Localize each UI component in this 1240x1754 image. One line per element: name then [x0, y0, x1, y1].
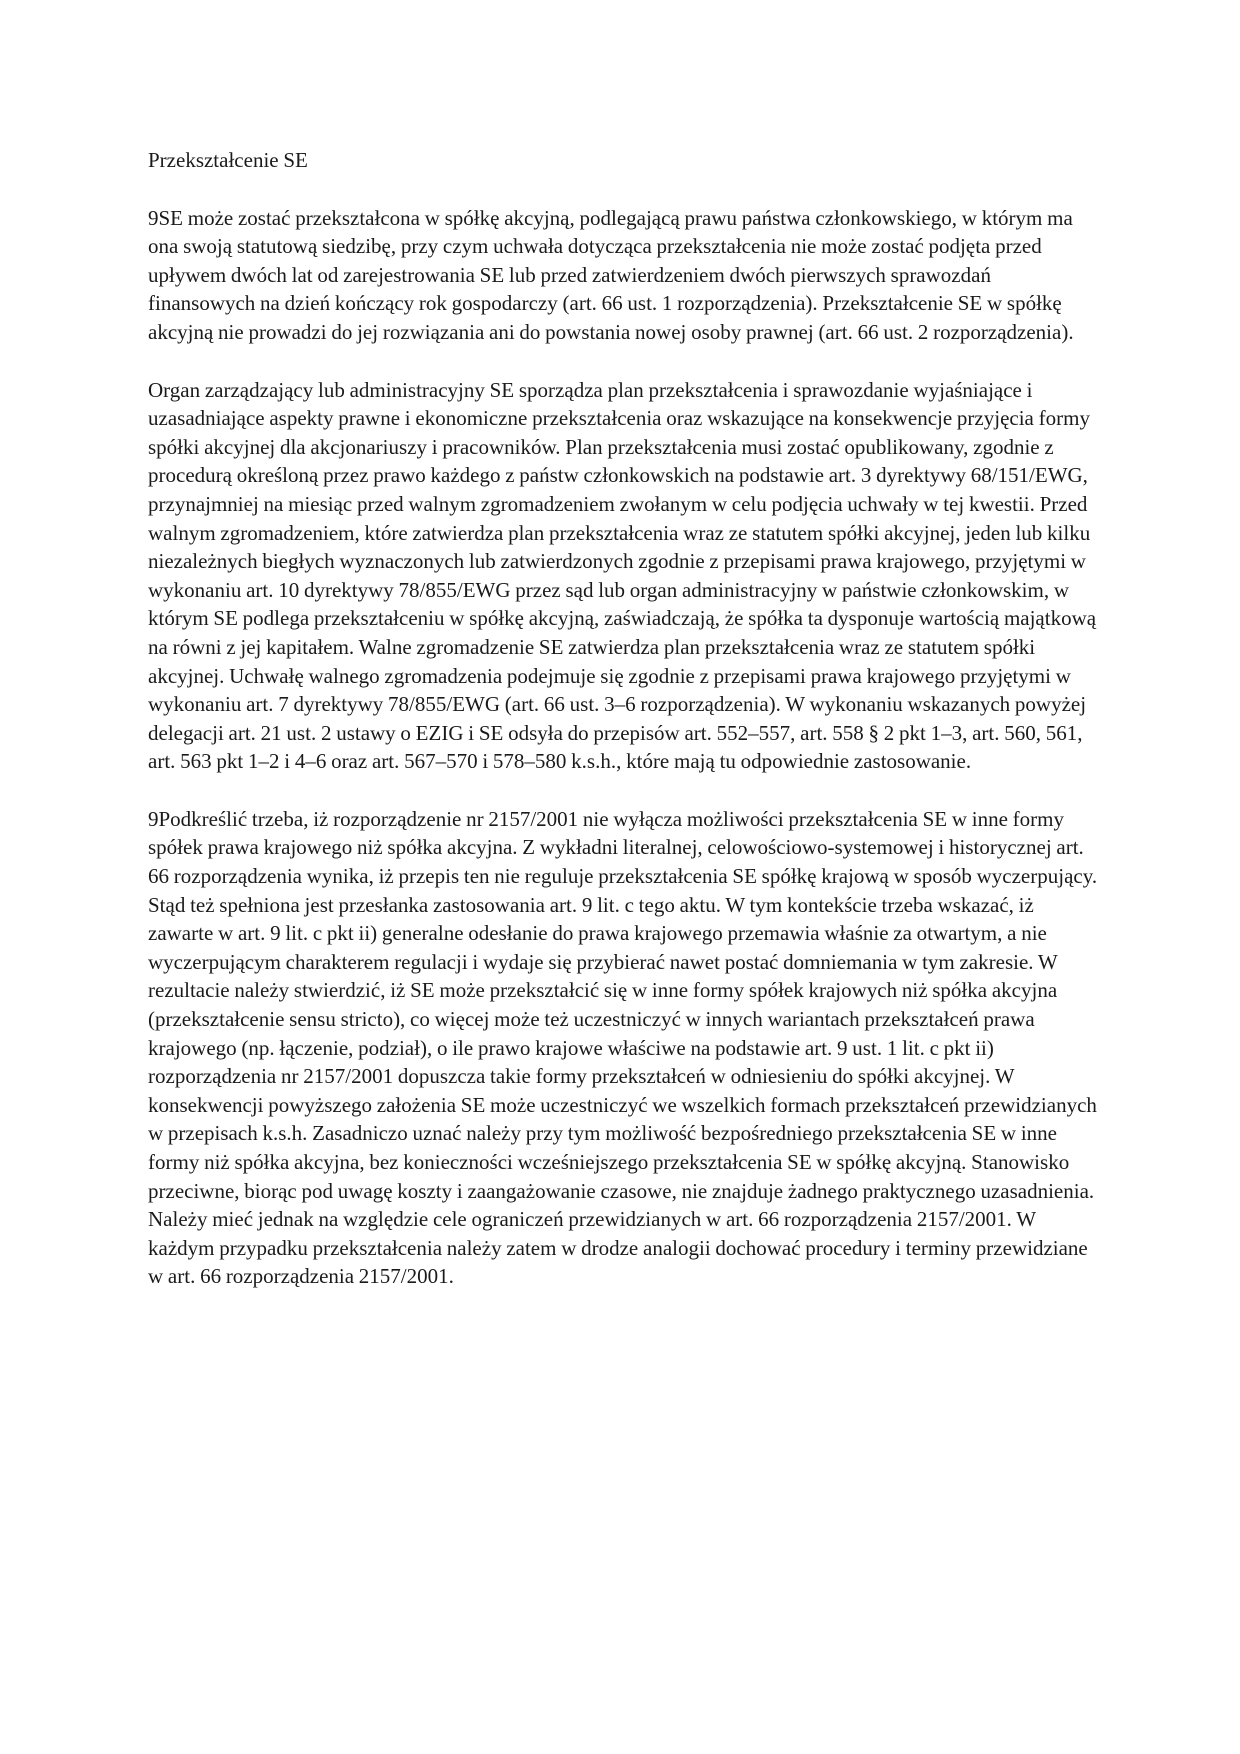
paragraph-1: 9SE może zostać przekształcona w spółkę akcyjną, podlegającą prawu państwa członkowskiego, w którym ma ona swoją statutową siedzibę, przy czym uchwała dotycząca przekształcenia nie może zostać podjęta przed upływem dwóch lat od zarejestrowania SE lub przed zatwierdzeniem dwóch pierwszych sprawozdań finansowych na dzień kończący rok gospodarczy (art. 66 ust. 1 rozporządzenia). Przekształcenie SE w spółkę akcyjną nie prowadzi do jej rozwiązania ani do powstania nowej osoby prawnej (art. 66 ust. 2 rozporządzenia). [148, 205, 1074, 344]
document-title: Przekształcenie SE [148, 148, 308, 172]
document-page [148, 146, 1098, 1291]
paragraph-3: 9Podkreślić trzeba, iż rozporządzenie nr 2157/2001 nie wyłącza możliwości przekształcenia SE w inne formy spółek prawa krajowego niż spółka akcyjna. Z wykładni literalnej, celowościowo-systemowej i historycznej art. 66 rozporządzenia wynika, iż przepis ten nie reguluje przekształcenia SE spółkę krajową w sposób wyczerpujący. Stąd też spełniona jest przesłanka zastosowania art. 9 lit. c tego aktu. W tym kontekście trzeba wskazać, iż zawarte w art. 9 lit. c pkt ii) generalne odesłanie do prawa krajowego przemawia właśnie za otwartym, a nie wyczerpującym charakterem regulacji i wydaje się przybierać nawet postać domniemania w tym zakresie. W rezultacie należy stwierdzić, iż SE może przekształcić się w inne formy spółek krajowych niż spółka akcyjna (przekształcenie sensu stricto), co więcej może też uczestniczyć w innych wariantach przekształceń prawa krajowego (np. łączenie, podział), o ile prawo krajowe właściwe na podstawie art. 9 ust. 1 lit. c pkt ii) rozporządzenia nr 2157/2001 dopuszcza takie formy przekształceń w odniesieniu do spółki akcyjnej. W konsekwencji powyższego założenia SE może uczestniczyć we wszelkich formach przekształceń przewidzianych w przepisach k.s.h. Zasadniczo uznać należy przy tym możliwość bezpośredniego przekształcenia SE w inne formy niż spółka akcyjna, bez konieczności wcześniejszego przekształcenia SE w spółkę akcyjną. Stanowisko przeciwne, biorąc pod uwagę koszty i zaangażowanie czasowe, nie znajduje żadnego praktycznego uzasadnienia. Należy mieć jednak na względzie cele ograniczeń przewidzianych w art. 66 rozporządzenia 2157/2001. W każdym przypadku przekształcenia należy zatem w drodze analogii dochować procedury i terminy przewidziane w art. 66 rozporządzenia 2157/2001. [148, 806, 1098, 1289]
paragraph-2: Organ zarządzający lub administracyjny SE sporządza plan przekształcenia i sprawozdanie wyjaśniające i uzasadniające aspekty prawne i ekonomiczne przekształcenia oraz wskazujące na konsekwencje przyjęcia formy spółki akcyjnej dla akcjonariuszy i pracowników. Plan przekształcenia musi zostać opublikowany, zgodnie z procedurą określoną przez prawo każdego z państw członkowskich na podstawie art. 3 dyrektywy 68/151/EWG, przynajmniej na miesiąc przed walnym zgromadzeniem zwołanym w celu podjęcia uchwały w tej kwestii. Przed walnym zgromadzeniem, które zatwierdza plan przekształcenia wraz ze statutem spółki akcyjnej, jeden lub kilku niezależnych biegłych wyznaczonych lub zatwierdzonych zgodnie z przepisami prawa krajowego, przyjętymi w wykonaniu art. 10 dyrektywy 78/855/EWG przez sąd lub organ administracyjny w państwie członkowskim, w którym SE podlega przekształceniu w spółkę akcyjną, zaświadczają, że spółka ta dysponuje wartością majątkową na równi z jej kapitałem. Walne zgromadzenie SE zatwierdza plan przekształcenia wraz ze statutem spółki akcyjnej. Uchwałę walnego zgromadzenia podejmuje się zgodnie z przepisami prawa krajowego przyjętymi w wykonaniu art. 7 dyrektywy 78/855/EWG (art. 66 ust. 3–6 rozporządzenia). W wykonaniu wskazanych powyżej delegacji art. 21 ust. 2 ustawy o EZIG i SE odsyła do przepisów art. 552–557, art. 558 § 2 pkt 1–3, art. 560, 561, art. 563 pkt 1–2 i 4–6 oraz art. 567–570 i 578–580 k.s.h., które mają tu odpowiednie zastosowanie. [148, 377, 1097, 774]
